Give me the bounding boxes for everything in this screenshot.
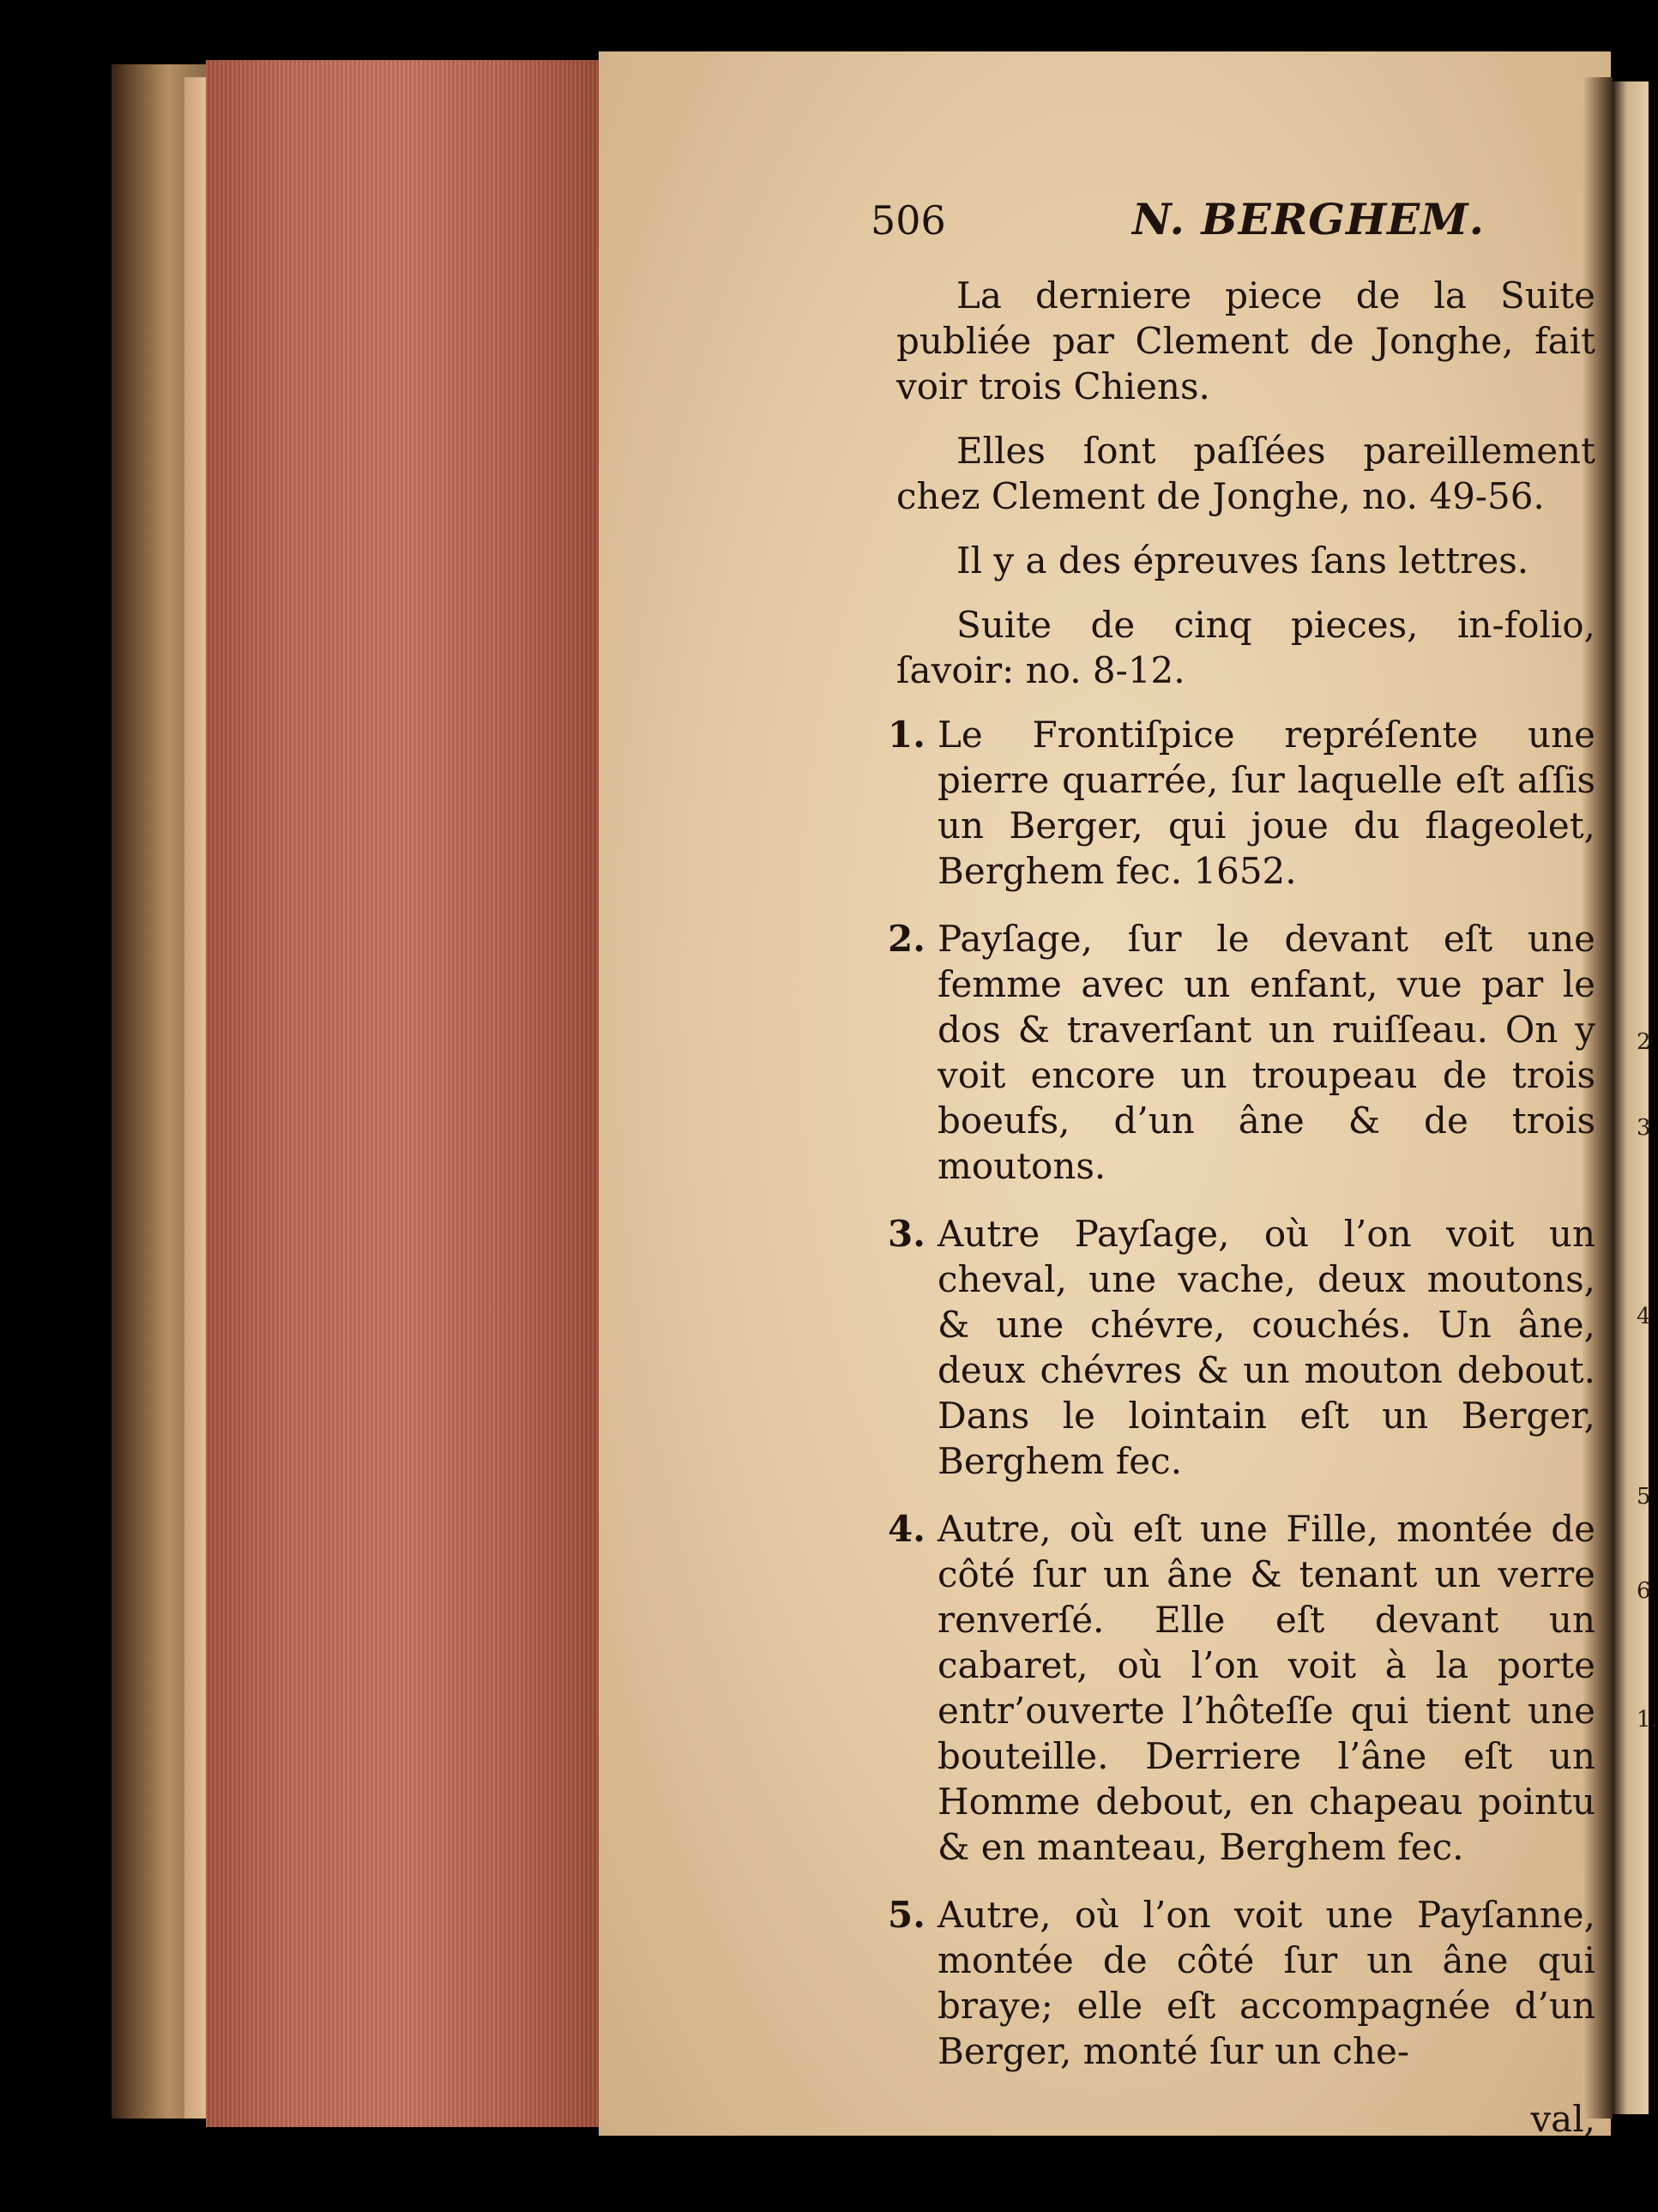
- item-number: 2.: [888, 918, 925, 960]
- list-item: [888, 712, 1595, 894]
- item-number: 5.: [888, 1894, 925, 1936]
- item-text: Payſage, ſur le devant eſt une femme avec un enfant, vue par le dos & traverſant un ruiſſeau. On y voit encore un troupeau de trois boeufs, d’un âne & de trois moutons.: [938, 918, 1595, 1187]
- item-text: Le Frontiſpice repréſente une pierre quarrée, ſur laquelle eſt aſſis un Berger, qui joue du flageolet, Berghem fec. 1652.: [938, 714, 1595, 892]
- red-page-edges: [206, 60, 600, 2127]
- facing-page-edge: [1613, 81, 1649, 2114]
- item-text: Autre Payſage, où l’on voit un cheval, une vache, deux moutons, & une chévre, couchés. Un âne, deux chévres & un mouton debout. Dans le lointain eſt un Berger, Berghem fec.: [938, 1213, 1595, 1482]
- list-item: [888, 1211, 1595, 1484]
- item-number: 3.: [888, 1213, 925, 1255]
- list-item: [888, 916, 1595, 1189]
- facing-page-mark: 4: [1637, 1304, 1651, 1329]
- paragraph: Suite de cinq pieces, in-folio, ſavoir: no. 8-12.: [896, 604, 1595, 691]
- page-number: 506: [871, 197, 946, 244]
- facing-page-mark: 3: [1637, 1115, 1651, 1141]
- paragraph: Il y a des épreuves ſans lettres.: [956, 539, 1529, 582]
- list-item: [888, 1506, 1595, 1870]
- item-text: Autre, où eſt une Fille, montée de côté ſur un âne & tenant un verre renverſé. Elle eſt devant un cabaret, où l’on voit à la porte entr’ouverte l’hôteſſe qui tient une bouteille. Derriere l’âne eſt un Homme debout, en chapeau pointu & en manteau, Berghem fec.: [938, 1508, 1595, 1868]
- item-number: 4.: [888, 1508, 925, 1550]
- item-text: Autre, où l’on voit une Payſanne, montée de côté ſur un âne qui braye; elle eſt accompagnée d’un Berger, monté ſur un che-: [938, 1894, 1595, 2072]
- paragraph: La derniere piece de la Suite publiée par Clement de Jonghe, fait voir trois Chiens.: [896, 274, 1595, 407]
- facing-page-mark: 5: [1637, 1484, 1651, 1510]
- paragraph: Elles ſont paſſées pareillement chez Clement de Jonghe, no. 49-56.: [896, 430, 1595, 517]
- facing-page-mark: 6: [1637, 1578, 1651, 1604]
- page-header: [871, 189, 1522, 249]
- facing-page-mark: 1.: [1637, 1707, 1658, 1733]
- facing-page-mark: 2: [1637, 1029, 1651, 1055]
- page-body: [888, 273, 1595, 2142]
- list-item: [888, 1892, 1595, 2074]
- running-head: N. BERGHEM.: [1132, 194, 1486, 244]
- catchword: val,: [1530, 2098, 1595, 2140]
- item-number: 1.: [888, 714, 925, 756]
